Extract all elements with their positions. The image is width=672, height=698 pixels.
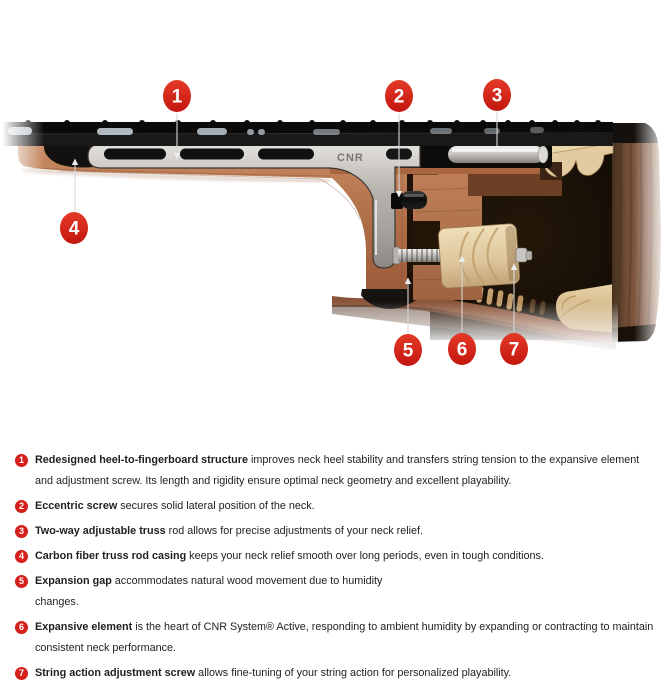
legend-item (15, 663, 663, 684)
fingerboard (0, 120, 613, 146)
legend-item-term: String action adjustment screw (35, 667, 196, 679)
legend-item-description-line2: and adjustment screw. Its length and rigidity ensure optimal neck geometry and excellent playability. (35, 475, 512, 487)
legend-item-number: 2 (15, 500, 28, 513)
fret (454, 120, 460, 123)
marker-7 (500, 333, 528, 365)
legend (15, 450, 663, 688)
legend-item (15, 617, 663, 659)
legend-item-description: rod allows for precise adjustments of your neck relief. (165, 525, 424, 537)
eccentric-screw (391, 191, 427, 209)
expansive-element (438, 223, 520, 288)
bar-slot (104, 149, 166, 160)
bar-slot (180, 149, 244, 160)
fret (505, 120, 511, 123)
legend-item-description: secures solid lateral position of the neck. (117, 500, 315, 512)
legend-item-number: 4 (15, 550, 28, 563)
legend-item-term: Eccentric screw (35, 500, 118, 512)
marker-6 (448, 333, 476, 365)
fret (399, 120, 405, 123)
marker-5 (394, 334, 422, 366)
marker-number: 3 (491, 85, 503, 107)
fret (64, 120, 70, 123)
legend-item-description-line2: consistent neck performance. (35, 642, 177, 654)
legend-item (15, 521, 663, 542)
fret (277, 120, 283, 123)
fret (552, 120, 558, 123)
marker-number: 7 (508, 339, 520, 361)
legend-item-number: 5 (15, 575, 28, 588)
marker-number: 4 (68, 218, 80, 240)
legend-item-description: accommodates natural wood movement due to humidity (111, 575, 383, 587)
legend-item (15, 546, 663, 567)
legend-item-description-line2: changes. (35, 596, 79, 608)
legend-item-description: keeps your neck relief smooth over long periods, even in tough conditions. (186, 550, 544, 562)
fret (480, 120, 486, 123)
marker-4 (60, 212, 88, 244)
fret (102, 120, 108, 123)
legend-item-term: Expansive element (35, 621, 133, 633)
legend-item-number: 7 (15, 667, 28, 680)
right-edge-fade (634, 112, 672, 352)
legend-item-term: Two-way adjustable truss (35, 525, 166, 537)
fret (244, 120, 250, 123)
fret (210, 120, 216, 123)
legend-item-description: allows fine-tuning of your string action for personalized playability. (195, 667, 512, 679)
marker-2 (385, 80, 413, 112)
legend-item-number: 3 (15, 525, 28, 538)
legend-item-description: is the heart of CNR System® Active, responding to ambient humidity by expanding or contracting to maintain (132, 621, 654, 633)
fret (427, 120, 433, 123)
left-edge-fade (0, 108, 44, 193)
fret (309, 120, 315, 123)
adjustment-rod (393, 247, 446, 264)
marker-number: 2 (393, 86, 405, 108)
fret (574, 120, 580, 123)
legend-item-term: Redesigned heel-to-fingerboard structure (35, 454, 248, 466)
marker-3 (483, 79, 511, 111)
legend-item (15, 450, 663, 492)
legend-item-term: Carbon fiber truss rod casing (35, 550, 187, 562)
fret (175, 120, 181, 123)
legend-item-number: 6 (15, 621, 28, 634)
marker-number: 1 (171, 86, 183, 108)
legend-item (15, 571, 663, 613)
fret (139, 120, 145, 123)
marker-number: 6 (456, 339, 468, 361)
cnr-engraving: CNR (337, 152, 364, 164)
legend-item (15, 496, 663, 517)
marker-1 (163, 80, 191, 112)
fret (340, 120, 346, 123)
legend-item-description: improves neck heel stability and transfers string tension to the expansive element (247, 454, 640, 466)
legend-item-number: 1 (15, 454, 28, 467)
fret (529, 120, 535, 123)
fret (595, 120, 601, 123)
legend-item-term: Expansion gap (35, 575, 112, 587)
bar-slot (258, 149, 314, 160)
fret (370, 120, 376, 123)
marker-number: 5 (402, 340, 414, 362)
